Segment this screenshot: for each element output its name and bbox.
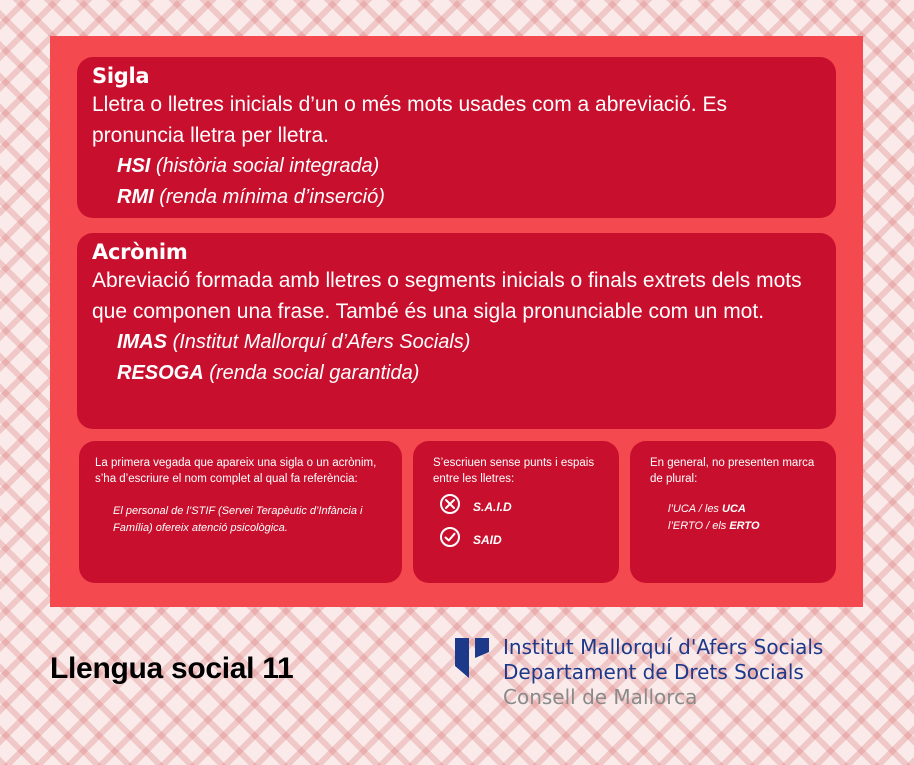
no-plural-card: [630, 441, 836, 583]
example-abbr: RMI: [117, 186, 154, 208]
sigla-example: [92, 151, 822, 182]
plural-example-bold: UCA: [722, 503, 746, 515]
example-expansion: (Institut Mallorquí d’Afers Socials): [172, 331, 471, 353]
plural-example-text: l’UCA / les: [668, 503, 722, 515]
first-use-example: El personal de l’STIF (Servei Terapèutic d’Infància i Família) ofereix atenció psicològica.: [113, 505, 363, 534]
org-name: Institut Mallorquí d'Afers Socials: [503, 635, 824, 659]
first-use-card: [79, 441, 402, 583]
org-department: Departament de Drets Socials: [503, 660, 804, 684]
no-dots-text: S’escriuen sense punts i espais entre les lletres:: [433, 457, 595, 485]
example-expansion: (renda social garantida): [209, 362, 420, 384]
example-abbr: IMAS: [117, 331, 167, 353]
sigla-card: [77, 57, 836, 218]
cross-circle-icon: [439, 493, 461, 520]
sigla-definition: Lletra o lletres inicials d’un o més mots usades com a abreviació. Es pronuncia lletra per lletra.: [92, 93, 727, 147]
imas-logo-icon: [455, 638, 489, 678]
acronim-title: Acrònim: [92, 240, 188, 264]
example-abbr: HSI: [117, 155, 151, 177]
organization-block: [503, 635, 823, 710]
acronim-definition: Abreviació formada amb lletres o segments inicials o finals extrets dels mots que componen una frase. També és una sigla pronunciable com un mot.: [92, 269, 802, 323]
plural-example-text: l’ERTO / els: [668, 520, 730, 532]
plural-example-uca: [668, 501, 820, 518]
acronim-card: [77, 233, 836, 429]
no-plural-text: En general, no presenten marca de plural:: [650, 457, 815, 485]
wrong-label: S.A.I.D: [473, 499, 512, 514]
example-expansion: (renda mínima d’inserció): [159, 186, 385, 208]
check-circle-icon: [439, 526, 461, 553]
right-example: [433, 526, 603, 553]
plural-example-erto: [668, 518, 820, 535]
first-use-text: La primera vegada que apareix una sigla o un acrònim, s’ha d’escriure el nom complet al qual fa referència:: [95, 457, 377, 485]
right-label: SAID: [473, 532, 502, 547]
wrong-example: [433, 493, 603, 520]
content-panel: [50, 36, 863, 607]
acronim-example: [92, 327, 822, 358]
sigla-example: [92, 182, 822, 213]
no-dots-card: [413, 441, 619, 583]
example-expansion: (història social integrada): [155, 155, 380, 177]
sigla-title: Sigla: [92, 64, 150, 88]
page-title: Llengua social 11: [50, 652, 294, 685]
acronim-example: [92, 358, 822, 389]
plural-examples: [650, 501, 820, 535]
example-abbr: RESOGA: [117, 362, 204, 384]
org-council: Consell de Mallorca: [503, 685, 698, 709]
plural-example-bold: ERTO: [729, 520, 760, 532]
